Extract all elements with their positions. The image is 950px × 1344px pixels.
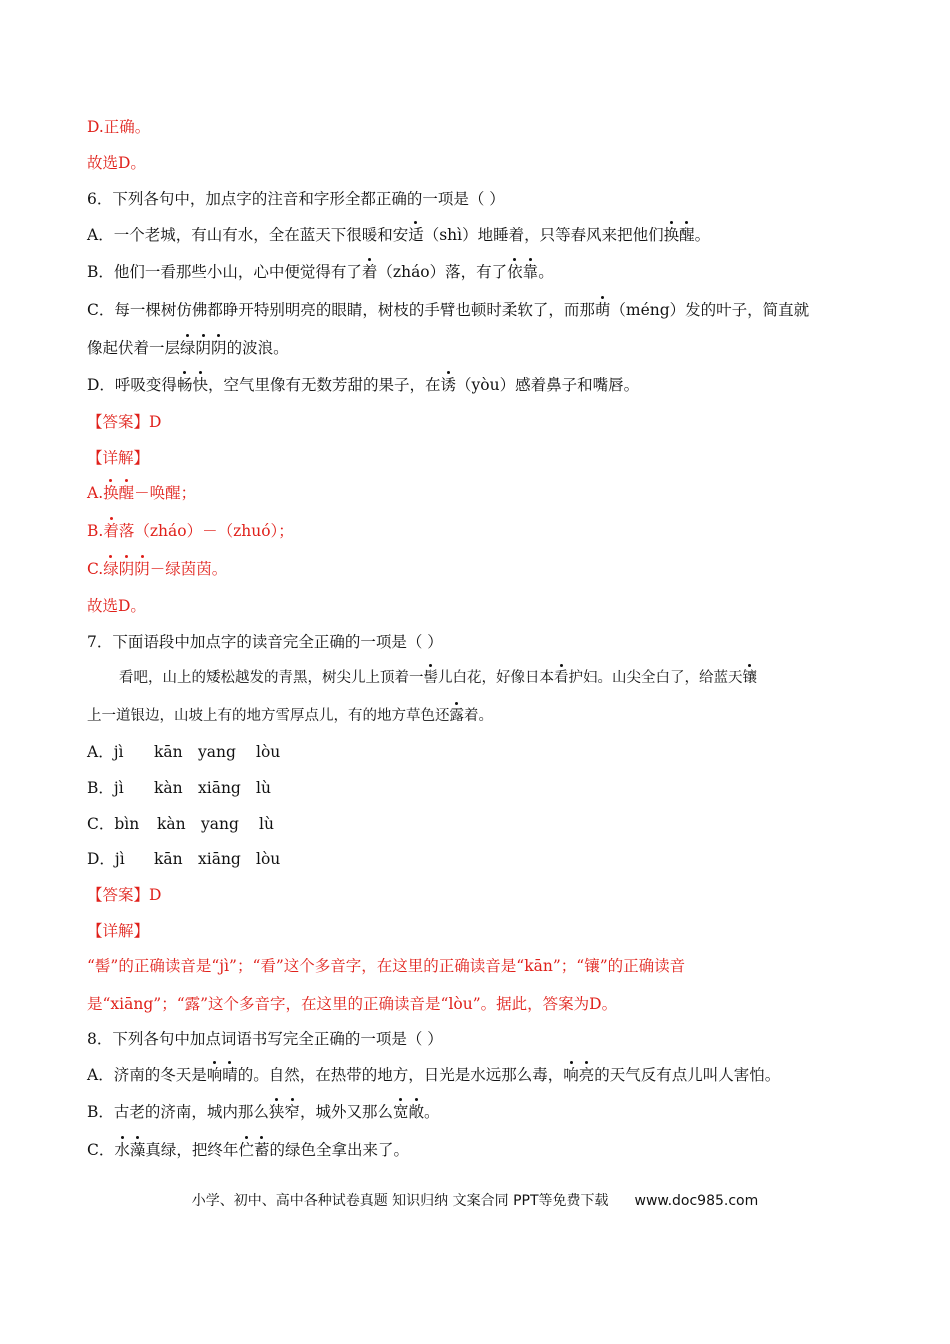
- q7-option-b: B．jì kàn xiāng lù: [87, 779, 271, 797]
- q7-passage-line1: 看吧，山上的矮松越发的青黑，树尖儿上顶着一髻儿白花，好像日本看护妇。山尖全白了，给蓝天镶: [119, 667, 757, 689]
- q5-conclusion: 故选D。: [87, 154, 146, 172]
- q7-detail-heading: 【详解】: [87, 922, 150, 940]
- q6-option-a: A．一个老城，有山有水，全在蓝天下很暖和安适（shì）地睡着，只等春风来把他们换醒。: [87, 226, 711, 244]
- q8-option-c: C．水藻真绿，把终年伫蓄的绿色全拿出来了。: [87, 1141, 409, 1159]
- q6-option-c-line2: 像起伏着一层绿阴阴的波浪。: [87, 339, 289, 357]
- q6-conclusion: 故选D。: [87, 597, 146, 615]
- q5-option-d-verdict: D.正确。: [87, 118, 151, 136]
- q8-option-b: B．古老的济南，城内那么狭窄，城外又那么宽敞。: [87, 1103, 440, 1121]
- q7-explanation-line1: “髻”的正确读音是“jì”；“看”这个多音字，在这里的正确读音是“kān”；“镶”的正确读音: [87, 957, 686, 975]
- page-footer: [0, 1190, 950, 1210]
- q7-stem: 7．下面语段中加点字的读音完全正确的一项是（ ）: [87, 633, 443, 651]
- q7-passage-line2: 上一道银边，山坡上有的地方雪厚点儿，有的地方草色还露着。: [87, 705, 493, 727]
- q8-stem: 8．下列各句中加点词语书写完全正确的一项是（ ）: [87, 1030, 443, 1048]
- footer-link[interactable]: www.doc985.com: [634, 1193, 759, 1209]
- q6-stem: 6．下列各句中，加点字的注音和字形全都正确的一项是（ ）: [87, 190, 505, 208]
- q6-option-c-line1: C．每一棵树仿佛都睁开特别明亮的眼睛，树枝的手臂也顿时柔软了，而那萌（méng）发的叶子，简直就: [87, 301, 810, 319]
- footer-text: 小学、初中、高中各种试卷真题 知识归纳 文案合同 PPT等免费下载: [191, 1193, 609, 1209]
- q6-explanation-c: C.绿阴阴－绿茵茵。: [87, 560, 228, 578]
- q7-option-d: D．jì kān xiāng lòu: [87, 850, 281, 868]
- q7-option-c: C．bìn kàn yang lù: [87, 815, 274, 833]
- q6-option-b: B．他们一看那些小山，心中便觉得有了着（zháo）落，有了依靠。: [87, 263, 554, 281]
- q7-option-a: A．jì kān yang lòu: [87, 743, 281, 761]
- q6-explanation-b: B.着落（zháo）－（zhuó）；: [87, 522, 294, 540]
- q6-detail-heading: 【详解】: [87, 449, 150, 467]
- q8-option-a: A．济南的冬天是响晴的。自然，在热带的地方，日光是水远那么毒，响亮的天气反有点儿叫人害怕。: [87, 1066, 781, 1084]
- q6-answer: 【答案】D: [87, 413, 162, 431]
- q6-explanation-a: A.换醒－唤醒；: [87, 484, 197, 502]
- q7-explanation-line2: 是“xiāng”；“露”这个多音字，在这里的正确读音是“lòu”。据此，答案为D。: [87, 995, 618, 1013]
- q7-answer: 【答案】D: [87, 886, 162, 904]
- q6-option-d: D．呼吸变得畅快，空气里像有无数芳甜的果子，在诱（yòu）感着鼻子和嘴唇。: [87, 376, 640, 394]
